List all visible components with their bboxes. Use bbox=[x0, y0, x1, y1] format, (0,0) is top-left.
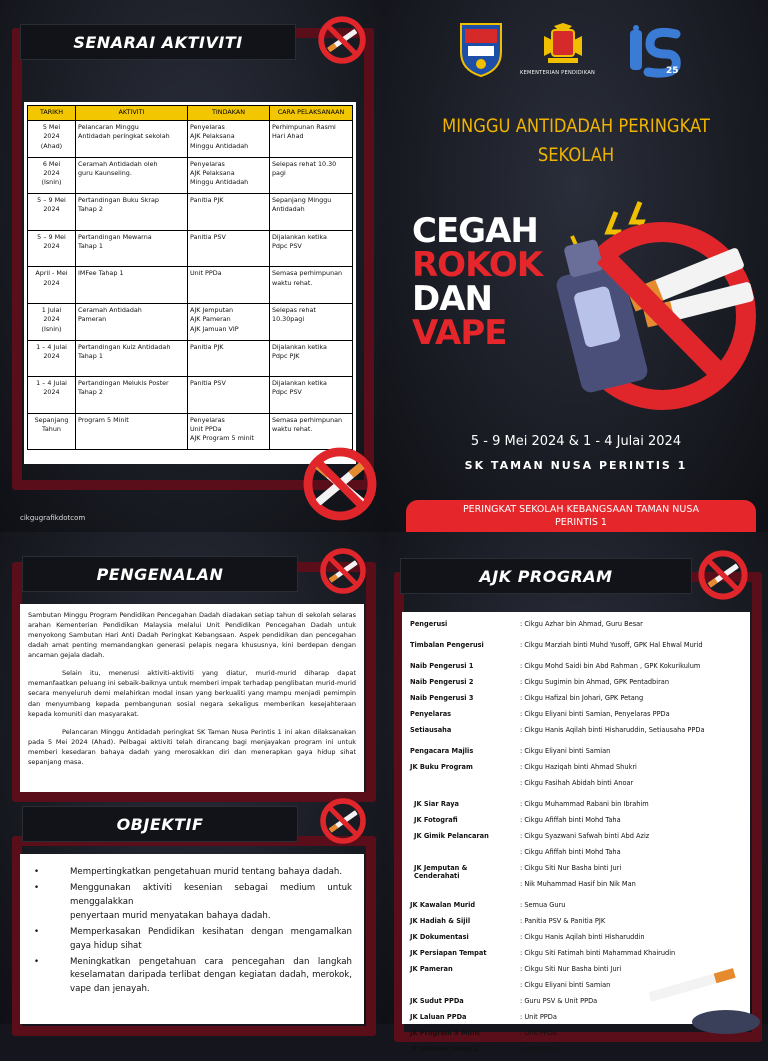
committee-role: Naib Pengerusi 2 bbox=[410, 678, 474, 686]
activity-cell-line: AJK Jamuan VIP bbox=[190, 324, 239, 333]
activity-cell-line: Semasa perhimpunan bbox=[272, 269, 343, 278]
activity-banner-title: SENARAI AKTIVITI bbox=[73, 32, 243, 52]
activity-cell-line: Pdpc PJK bbox=[272, 351, 300, 360]
activity-cell-line: Panitia PJK bbox=[190, 342, 224, 351]
committee-row bbox=[410, 678, 744, 694]
activity-cell-line: Pdpc PSV bbox=[272, 388, 302, 397]
activity-cell-line: 5 – 9 Mei bbox=[37, 232, 66, 241]
activity-table-header bbox=[28, 106, 353, 121]
activity-cell-line: 1 Julai bbox=[41, 305, 62, 314]
activity-cell-aktiviti bbox=[76, 340, 188, 377]
committee-member: : Unit PPDa bbox=[520, 1045, 557, 1053]
committee-member: : Cikgu Eliyani binti Samian, Penyelaras PPDa bbox=[520, 710, 670, 718]
activity-cell-line: (Isnin) bbox=[41, 324, 62, 333]
committee-row bbox=[410, 710, 744, 726]
activity-cell-line: Penyelaras bbox=[190, 415, 225, 424]
activity-cell-tarikh bbox=[28, 340, 76, 377]
committee-row bbox=[410, 763, 744, 779]
ministry-crest-icon bbox=[540, 22, 586, 68]
committee-role: JK Fotografi bbox=[414, 816, 458, 824]
activity-cell-line: AJK Jemputan bbox=[190, 305, 234, 314]
activity-cell-tarikh bbox=[28, 121, 76, 158]
committee-row bbox=[410, 1045, 744, 1061]
activity-cell-line: 10.30pagi bbox=[272, 315, 305, 324]
objective-list bbox=[32, 866, 352, 997]
activity-cell-line: waktu rehat. bbox=[272, 425, 313, 434]
activity-cell-line: Dijalankan ketika bbox=[272, 232, 327, 241]
committee-member: : Cikgu Hanis Aqilah binti Hisharuddin bbox=[520, 933, 645, 941]
activity-row bbox=[28, 230, 353, 267]
intro-text-box bbox=[20, 604, 364, 792]
activity-cell-line: 2024 bbox=[43, 388, 60, 397]
activity-cell-line: 2024 bbox=[43, 278, 60, 287]
activity-row bbox=[28, 267, 353, 304]
school-level-line2: PERINTIS 1 bbox=[555, 516, 607, 528]
activity-cell-cara bbox=[270, 377, 353, 414]
activity-cell-line: Pameran bbox=[78, 315, 107, 324]
activity-cell-line: Hari Ahad bbox=[272, 132, 304, 141]
main-title-line2: SEKOLAH bbox=[537, 144, 615, 167]
committee-role: JK Persiapan Tempat bbox=[410, 949, 487, 957]
activity-cell-line: Pertandingan Mewarna bbox=[78, 232, 152, 241]
committee-role: JK Gimik Pelancaran bbox=[414, 832, 489, 840]
activity-cell-cara bbox=[270, 340, 353, 377]
activity-cell-line: Dijalankan ketika bbox=[272, 342, 327, 351]
activity-row bbox=[28, 157, 353, 194]
committee-role: JK Laluan PPDa bbox=[410, 1013, 467, 1021]
activity-cell-tindakan bbox=[188, 377, 270, 414]
intro-banner bbox=[22, 556, 298, 592]
activity-cell-cara bbox=[270, 267, 353, 304]
committee-member: : Unit PPDa bbox=[520, 1029, 557, 1037]
activity-row bbox=[28, 340, 353, 377]
committee-member: : Cikgu Hafizal bin Johari, GPK Petang bbox=[520, 694, 644, 702]
committee-member: : Cikgu Siti Fatimah binti Mahammad Khairudin bbox=[520, 949, 676, 957]
activity-cell-tindakan bbox=[188, 121, 270, 158]
committee-role: Timbalan Pengerusi bbox=[410, 641, 484, 649]
activity-cell-line: Program 5 Minit bbox=[78, 415, 129, 424]
school-crest-icon bbox=[456, 20, 506, 78]
committee-member: : Guru PSV & Unit PPDa bbox=[520, 997, 598, 1005]
committee-row bbox=[410, 726, 744, 747]
committee-role: JK Dokumentasi bbox=[410, 933, 469, 941]
committee-member: : Cikgu Eliyani binti Samian bbox=[520, 981, 611, 989]
activity-cell-line: 2024 bbox=[43, 132, 60, 141]
activity-cell-line: Pertandingan Melukis Poster bbox=[78, 379, 169, 388]
committee-row bbox=[410, 641, 744, 662]
committee-role: Penyelaras bbox=[410, 710, 452, 718]
activity-cell-line: Penyelaras bbox=[190, 123, 225, 131]
committee-member: : Cikgu Hanis Aqilah binti Hisharuddin, Setiausaha PPDa bbox=[520, 726, 705, 734]
activity-cell-tarikh bbox=[28, 230, 76, 267]
committee-row bbox=[410, 779, 744, 800]
activity-list-panel bbox=[0, 0, 384, 532]
no-smoking-icon bbox=[318, 546, 368, 596]
no-vape-smoking-icon bbox=[532, 196, 758, 422]
activity-cell-line: Panitia PJK bbox=[190, 196, 224, 205]
committee-row bbox=[410, 832, 744, 848]
activity-cell-cara bbox=[270, 194, 353, 231]
activity-row bbox=[28, 121, 353, 158]
committee-row bbox=[410, 816, 744, 832]
committee-banner-title: AJK PROGRAM bbox=[479, 566, 613, 586]
committee-member: : Cikgu Azhar bin Ahmad, Guru Besar bbox=[520, 620, 643, 628]
ministry-name: KEMENTERIAN PENDIDIKAN bbox=[520, 70, 596, 76]
committee-row bbox=[410, 917, 744, 933]
activity-cell-line: guru Kaunseling. bbox=[78, 168, 132, 177]
committee-panel bbox=[384, 532, 768, 1053]
activity-cell-line: IMFee Tahap 1 bbox=[78, 269, 124, 278]
activity-cell-line: Tahap 1 bbox=[78, 351, 103, 360]
activity-cell-line: Tahap 2 bbox=[78, 205, 103, 214]
activity-table bbox=[27, 105, 353, 450]
objective-banner bbox=[22, 806, 298, 842]
committee-row bbox=[410, 747, 744, 763]
objective-item-text: • Menggunakan aktiviti kesenian sebagai medium untuk menggalakkan bbox=[70, 882, 352, 907]
cigarette-ashtray-icon bbox=[646, 950, 756, 1030]
committee-row bbox=[410, 620, 744, 641]
committee-member: : Cikgu Syazwani Safwah binti Abd Aziz bbox=[520, 832, 650, 840]
activity-cell-cara bbox=[270, 230, 353, 267]
activity-cell-tindakan bbox=[188, 340, 270, 377]
header-tindakan: TINDAKAN bbox=[188, 106, 270, 121]
activity-cell-line: AJK Pelaksana bbox=[190, 132, 235, 141]
activity-cell-tarikh bbox=[28, 377, 76, 414]
activity-cell-tarikh bbox=[28, 194, 76, 231]
activity-cell-tindakan bbox=[188, 194, 270, 231]
committee-member: : Cikgu Siti Nur Basha binti Juri bbox=[520, 864, 622, 872]
committee-member: : Cikgu Marziah binti Muhd Yusoff, GPK Hal Ehwal Murid bbox=[520, 641, 703, 649]
activity-cell-line: 2024 bbox=[43, 351, 60, 360]
activity-cell-aktiviti bbox=[76, 157, 188, 194]
activity-cell-tindakan bbox=[188, 157, 270, 194]
intro-banner-title: PENGENALAN bbox=[96, 564, 224, 584]
activity-row bbox=[28, 303, 353, 340]
school-name: SK TAMAN NUSA PERINTIS 1 bbox=[464, 459, 688, 472]
header-aktiviti: AKTIVITI bbox=[76, 106, 188, 121]
activity-cell-line: Tahun bbox=[42, 425, 61, 434]
activity-cell-line: Penyelaras bbox=[190, 159, 225, 168]
activity-cell-line: April - Mei bbox=[35, 269, 68, 278]
intro-objective-panel bbox=[0, 532, 384, 1024]
activity-cell-line: pagi bbox=[272, 168, 286, 177]
committee-member: : Panitia PSV & Panitia PJK bbox=[520, 917, 606, 925]
activity-cell-line: Pertandingan Buku Skrap bbox=[78, 196, 159, 205]
activity-cell-aktiviti bbox=[76, 413, 188, 450]
objective-item bbox=[32, 926, 352, 954]
activity-cell-tarikh bbox=[28, 157, 76, 194]
activity-cell-line: Semasa perhimpunan bbox=[272, 415, 343, 424]
committee-row bbox=[410, 662, 744, 678]
slogan-rokok: ROKOK bbox=[412, 245, 543, 285]
committee-member: : Nik Muhammad Hasif bin Nik Man bbox=[520, 880, 636, 888]
activity-cell-line: Ceramah Antidadah bbox=[78, 305, 142, 314]
activity-cell-tindakan bbox=[188, 413, 270, 450]
committee-role: JK Buku Program bbox=[410, 763, 473, 771]
activity-cell-aktiviti bbox=[76, 121, 188, 158]
objective-item bbox=[32, 866, 352, 880]
activity-cell-line: Unit PPDa bbox=[190, 425, 222, 434]
main-title bbox=[425, 112, 728, 171]
no-smoking-icon bbox=[696, 548, 750, 602]
activity-cell-cara bbox=[270, 303, 353, 340]
slogan-vape: VAPE bbox=[412, 313, 507, 353]
objective-item bbox=[32, 882, 352, 924]
objective-item-text: • Meningkatkan pengetahuan cara pencegahan dan langkah keselamatan daripada terlibat dengan kegiatan dadah, merokok, vape dan jenayah. bbox=[70, 956, 352, 995]
activity-cell-line: AJK Pameran bbox=[190, 315, 231, 324]
activity-cell-cara bbox=[270, 121, 353, 158]
committee-role: JK Hadiah & Sijil bbox=[410, 917, 471, 925]
committee-row bbox=[410, 848, 744, 864]
activity-row bbox=[28, 377, 353, 414]
committee-role: Naib Pengerusi 3 bbox=[410, 694, 474, 702]
committee-banner bbox=[400, 558, 692, 594]
activity-cell-line: Sepanjang Minggu bbox=[272, 196, 332, 205]
activity-cell-tindakan bbox=[188, 267, 270, 304]
activity-cell-aktiviti bbox=[76, 377, 188, 414]
committee-role: Naib Pengerusi 1 bbox=[410, 662, 474, 670]
credit-text: cikgugrafikdotcom bbox=[20, 514, 86, 522]
objective-item-text: penyertaan murid menyatakan bahaya dadah. bbox=[70, 910, 271, 921]
activity-cell-line: Minggu Antidadah bbox=[190, 178, 249, 187]
committee-member: : Cikgu Afiffah binti Mohd Taha bbox=[520, 848, 621, 856]
activity-cell-line: AJK Program 5 minit bbox=[190, 434, 254, 443]
committee-member: : Unit PPDa bbox=[520, 1013, 557, 1021]
activity-cell-tarikh bbox=[28, 267, 76, 304]
school-level-line1: PERINGKAT SEKOLAH KEBANGSAAN TAMAN NUSA bbox=[462, 504, 700, 515]
activity-cell-line: Pelancaran Minggu bbox=[78, 123, 139, 131]
activity-cell-line: 1 – 4 Julai bbox=[36, 379, 67, 388]
intro-paragraph-1: Sambutan Minggu Program Pendidikan Pencegahan Dadah diadakan setiap tahun di sekolah selaras arahan Kementerian Pendidikan Malaysia melalui Unit Pendidikan Pencegahan Dadah untuk menyokong Sambutan Hari Anti Dadah Peringkat Kebangsaan. Aspek pendidikan dan pencegahan dadah amat penting memandangkan generasi pelapis negara khususnya, kini berdepan dengan ancaman gejala dadah. bbox=[28, 611, 356, 660]
activity-cell-line: 2024 bbox=[43, 315, 60, 324]
activity-cell-line: Panitia PSV bbox=[190, 232, 226, 241]
slogan-dan: DAN bbox=[412, 279, 492, 319]
objective-item-text: • Memperkasakan Pendidikan kesihatan dengan mengamalkan gaya hidup sihat bbox=[70, 926, 352, 951]
no-smoking-icon bbox=[316, 14, 368, 66]
committee-member: : Cikgu Siti Nur Basha binti Juri bbox=[520, 965, 622, 973]
header-cara-pelaksanaan: CARA PELAKSANAAN bbox=[270, 106, 353, 121]
activity-cell-line: (Isnin) bbox=[41, 178, 62, 187]
activity-cell-line: 2024 bbox=[43, 205, 60, 214]
activity-cell-line: Panitia PSV bbox=[190, 379, 226, 388]
committee-member: : Cikgu Muhammad Rabani bin Ibrahim bbox=[520, 800, 649, 808]
no-cigarette-icon bbox=[300, 444, 380, 524]
activity-cell-line: waktu rehat. bbox=[272, 278, 313, 287]
committee-row bbox=[410, 880, 744, 901]
committee-role: JK IMFeee(Tahap 1) bbox=[410, 1045, 482, 1053]
activity-cell-line: Pdpc PSV bbox=[272, 242, 302, 251]
activity-cell-line: Selepas rehat 10.30 bbox=[272, 159, 337, 168]
activity-cell-tindakan bbox=[188, 303, 270, 340]
activity-cell-line: Tahap 1 bbox=[78, 242, 103, 251]
committee-role: Pengacara Majlis bbox=[410, 747, 474, 755]
committee-member: : Cikgu Sugimin bin Ahmad, GPK Pentadbiran bbox=[520, 678, 670, 686]
activity-cell-aktiviti bbox=[76, 303, 188, 340]
activity-cell-line: Tahap 2 bbox=[78, 388, 103, 397]
committee-row bbox=[410, 1029, 744, 1045]
committee-member: : Cikgu Eliyani binti Samian bbox=[520, 747, 611, 755]
committee-role: JK Pameran bbox=[410, 965, 453, 973]
committee-row bbox=[410, 901, 744, 917]
activity-cell-aktiviti bbox=[76, 230, 188, 267]
objective-banner-title: OBJEKTIF bbox=[116, 814, 204, 834]
committee-member: : Cikgu Fasihah Abidah binti Anoar bbox=[520, 779, 634, 787]
activity-cell-line: Perhimpunan Rasmi bbox=[272, 123, 336, 131]
objective-list-box bbox=[20, 854, 364, 1024]
activity-cell-tindakan bbox=[188, 230, 270, 267]
activity-cell-line: 5 Mei bbox=[42, 123, 61, 131]
committee-role: JK Program 5 Minit bbox=[410, 1029, 480, 1037]
intro-paragraph-3: Pelancaran Minggu Antidadah peringkat SK Taman Nusa Perintis 1 ini akan dilaksanakan pada 5 Mei 2024 (Ahad). Pelbagai aktiviti telah dirancang bagi menjayakan program ini untuk memberi kesedaran bahaya dadah yang merosakkan diri dan menerapkan gaya hidup sihat sepanjang masa. bbox=[28, 727, 356, 766]
activity-cell-line: Ceramah Antidadah oleh bbox=[78, 159, 158, 168]
activity-cell-line: Selepas rehat bbox=[272, 305, 316, 314]
committee-role: JK Siar Raya bbox=[414, 800, 459, 808]
objective-item-text: • Mempertingkatkan pengetahuan murid tentang bahaya dadah. bbox=[70, 867, 343, 877]
activity-cell-line: Antidadah bbox=[272, 205, 305, 214]
event-dates: 5 - 9 Mei 2024 & 1 - 4 Julai 2024 bbox=[470, 434, 682, 449]
activity-table-container bbox=[24, 102, 356, 464]
activity-cell-line: 6 Mei bbox=[42, 159, 61, 168]
activity-row bbox=[28, 194, 353, 231]
activity-cell-line: 2024 bbox=[43, 168, 60, 177]
committee-role: JK Sudut PPDa bbox=[410, 997, 464, 1005]
header-tarikh: TARIKH bbox=[28, 106, 76, 121]
intro-paragraph-2: Selain itu, menerusi aktiviti-aktiviti yang diatur, murid-murid diharap dapat memanfaatkan peluang ini sebaik-baiknya untuk memberi impak terhadap penglibatan murid-murid secara menyeluruh demi melahirkan modal insan yang berkualiti yang mampu menjadi pemimpin dan menyumbang kepada pembangunan sosial negara sekaligus memberikan kesejahteraan kepada komuniti dan masyarakat. bbox=[28, 669, 356, 718]
committee-member: : Cikgu Afiffah binti Mohd Taha bbox=[520, 816, 621, 824]
activity-cell-line: AJK Pelaksana bbox=[190, 168, 235, 177]
activity-cell-line: Pertandingan Kuiz Antidadah bbox=[78, 342, 171, 351]
activity-cell-line: Antidadah peringkat sekolah bbox=[78, 132, 170, 141]
activity-cell-line: 2024 bbox=[43, 242, 60, 251]
committee-row bbox=[410, 694, 744, 710]
activity-cell-line: Minggu Antidadah bbox=[190, 141, 249, 150]
activity-cell-cara bbox=[270, 157, 353, 194]
slogan-cegah: CEGAH bbox=[412, 211, 538, 251]
activity-cell-line: Unit PPDa bbox=[190, 269, 222, 278]
main-title-line1: MINGGU ANTIDADAH PERINGKAT bbox=[442, 115, 710, 137]
activity-cell-line: Dijalankan ketika bbox=[272, 379, 327, 388]
committee-role: Pengerusi bbox=[410, 620, 448, 628]
activity-banner bbox=[20, 24, 296, 60]
activity-cell-tarikh bbox=[28, 303, 76, 340]
committee-member: : Semua Guru bbox=[520, 901, 566, 909]
committee-member: : Cikgu Mohd Saidi bin Abd Rahman , GPK Kokurikulum bbox=[520, 662, 701, 670]
activity-cell-aktiviti bbox=[76, 194, 188, 231]
activity-cell-line: 5 – 9 Mei bbox=[37, 196, 66, 205]
activity-cell-tarikh bbox=[28, 413, 76, 450]
objective-item bbox=[32, 956, 352, 998]
activity-table-body bbox=[28, 121, 353, 450]
committee-role: JK Kawalan Murid bbox=[410, 901, 476, 909]
activity-cell-line: Sepanjang bbox=[34, 415, 69, 424]
committee-member: : Cikgu Haziqah binti Ahmad Shukri bbox=[520, 763, 637, 771]
activity-cell-line: 1 – 4 Julai bbox=[36, 342, 67, 351]
committee-row bbox=[410, 933, 744, 949]
committee-row bbox=[410, 800, 744, 816]
activity-cell-line: (Ahad) bbox=[40, 141, 63, 150]
committee-role: JK Jemputan & Cenderahati bbox=[414, 864, 468, 880]
cover-panel bbox=[384, 0, 768, 532]
committee-role: Setiausaha bbox=[410, 726, 452, 734]
no-smoking-icon bbox=[318, 796, 368, 846]
activity-cell-aktiviti bbox=[76, 267, 188, 304]
committee-row bbox=[410, 864, 744, 880]
anniversary-number: 25 bbox=[666, 66, 679, 76]
anniversary-logo-icon bbox=[626, 24, 688, 80]
school-level-bar bbox=[406, 500, 756, 532]
